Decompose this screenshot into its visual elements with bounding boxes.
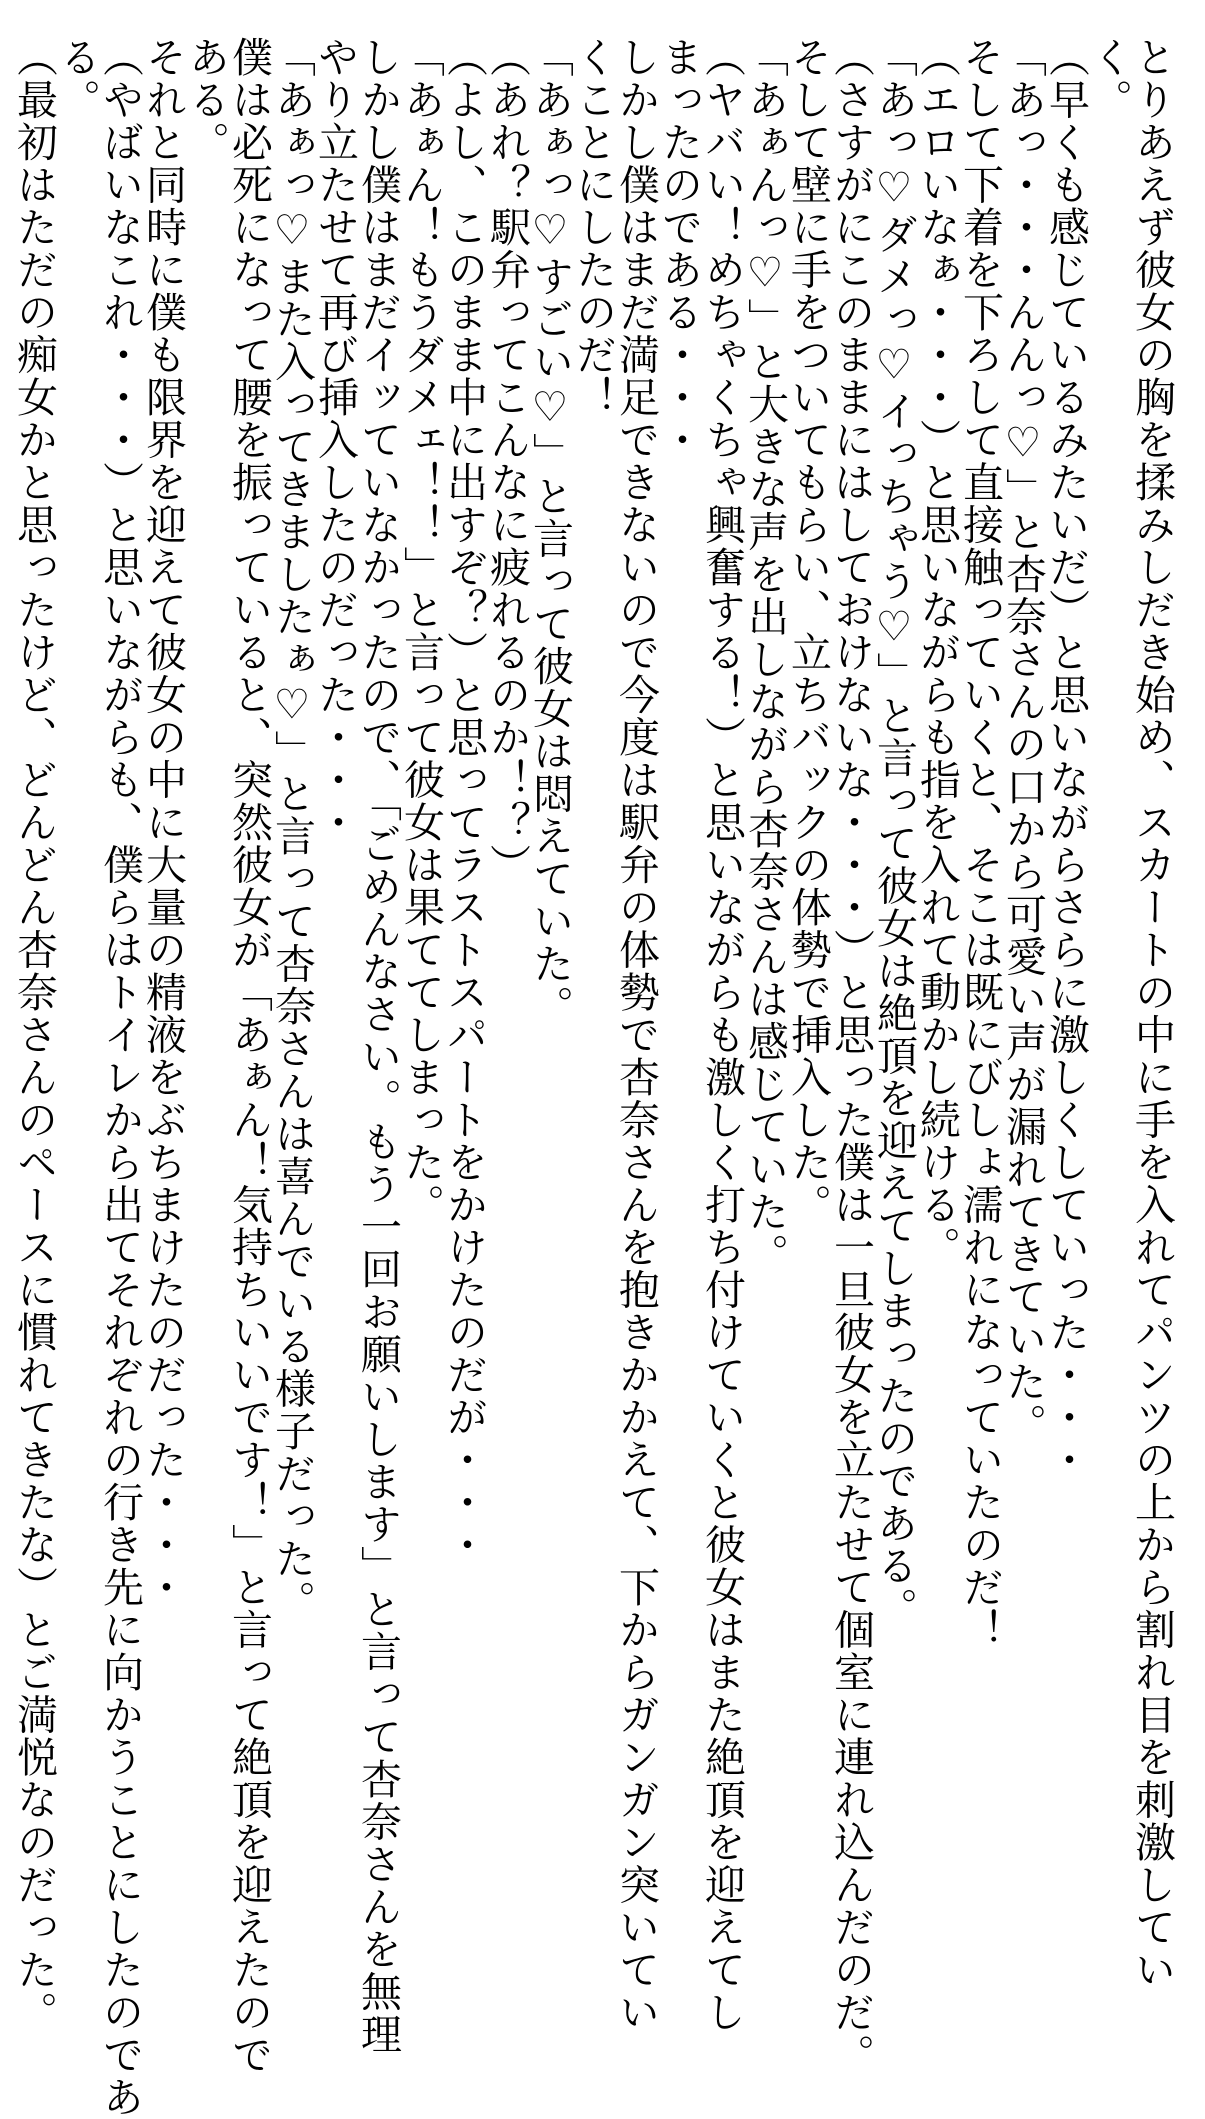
- text-line: く。: [1085, 36, 1133, 121]
- text-line: 「あぁっ♡すごい♡」と言って彼女は悶えていた。: [526, 36, 574, 1028]
- text-line: くことにしたのだ！: [569, 36, 617, 419]
- text-line: しかし僕はまだイッていなかったので、「ごめんなさい。もう一回お願いします」と言って杏奈さんを無理: [354, 36, 402, 2056]
- text-line: （最初はただの痴女かと思ったけど、どんどん杏奈さんのペースに慣れてきたな）とご満悦なのだった。: [10, 36, 58, 2034]
- text-line: 「あっ・・・んんっ♡」と杏奈さんの口から可愛い声が漏れてきていた。: [999, 36, 1047, 1446]
- text-line: （さすがにこのままにはしておけないな・・・）と思った僕は一旦彼女を立たせて個室に連れ込んだのだ。: [827, 36, 875, 2076]
- text-line: そして下着を下ろして直接触っていくと、そこは既にびしょ濡れになっていたのだ！: [956, 36, 1004, 1651]
- text-line: （早くも感じているみたいだ）と思いながらさらに激しくしていった・・・: [1042, 36, 1090, 1481]
- text-line: しかし僕はまだ満足できないので今度は駅弁の体勢で杏奈さんを抱きかかえて、下からガンガン突いてい: [612, 36, 660, 2034]
- text-line: 「あぁんっ♡」と大きな声を出しながら杏奈さんは感じていた。: [741, 36, 789, 1276]
- text-line: そして壁に手をついてもらい、立ちバックの体勢で挿入した。: [784, 36, 832, 1226]
- text-line: 「あっ♡ダメっ♡イっちゃう♡」と言って彼女は絶頂を迎えてしまったのである。: [870, 36, 918, 1630]
- text-line: 僕は必死になって腰を振っていると、突然彼女が「あぁん！気持ちいいです！」と言って絶頂を迎えたので: [225, 36, 273, 2076]
- text-line: とりあえず彼女の胸を揉みしだき始め、スカートの中に手を入れてパンツの上から割れ目を刺激してい: [1128, 36, 1176, 1991]
- text-line: （あれ？駅弁ってこんなに疲れるのか！？）: [483, 36, 531, 886]
- text-line: る。: [53, 36, 101, 121]
- text-line: それと同時に僕も限界を迎えて彼女の中に大量の精液をぶちまけたのだった・・・: [139, 36, 187, 1609]
- text-line: まったのである・・・: [655, 36, 703, 461]
- text-line: （やばいなこれ・・・）と思いながらも、僕らはトイレから出てそれぞれの行き先に向かうことにしたのであ: [96, 36, 144, 2119]
- text-line: （よし、このまま中に出すぞ？）と思ってラストスパートをかけたのだが・・・: [440, 36, 488, 1566]
- text-line: （エロいなぁ・・・）と思いながらも指を入れて動かし続ける。: [913, 36, 961, 1269]
- text-line: やり立たせて再び挿入したのだった・・・: [311, 36, 359, 844]
- text-line: ある。: [182, 36, 230, 164]
- text-line: 「あぁん！もうダメェ！！」と言って彼女は果ててしまった。: [397, 36, 445, 1226]
- vertical-text-page: [10, 36, 1176, 2119]
- text-line: （ヤバい！めちゃくちゃ興奮する！）と思いながらも激しく打ち付けていくと彼女はまた絶頂を迎えてし: [698, 36, 746, 2034]
- text-line: 「あぁっ♡また入ってきましたぁ♡」と言って杏奈さんは喜んでいる様子だった。: [268, 36, 316, 1623]
